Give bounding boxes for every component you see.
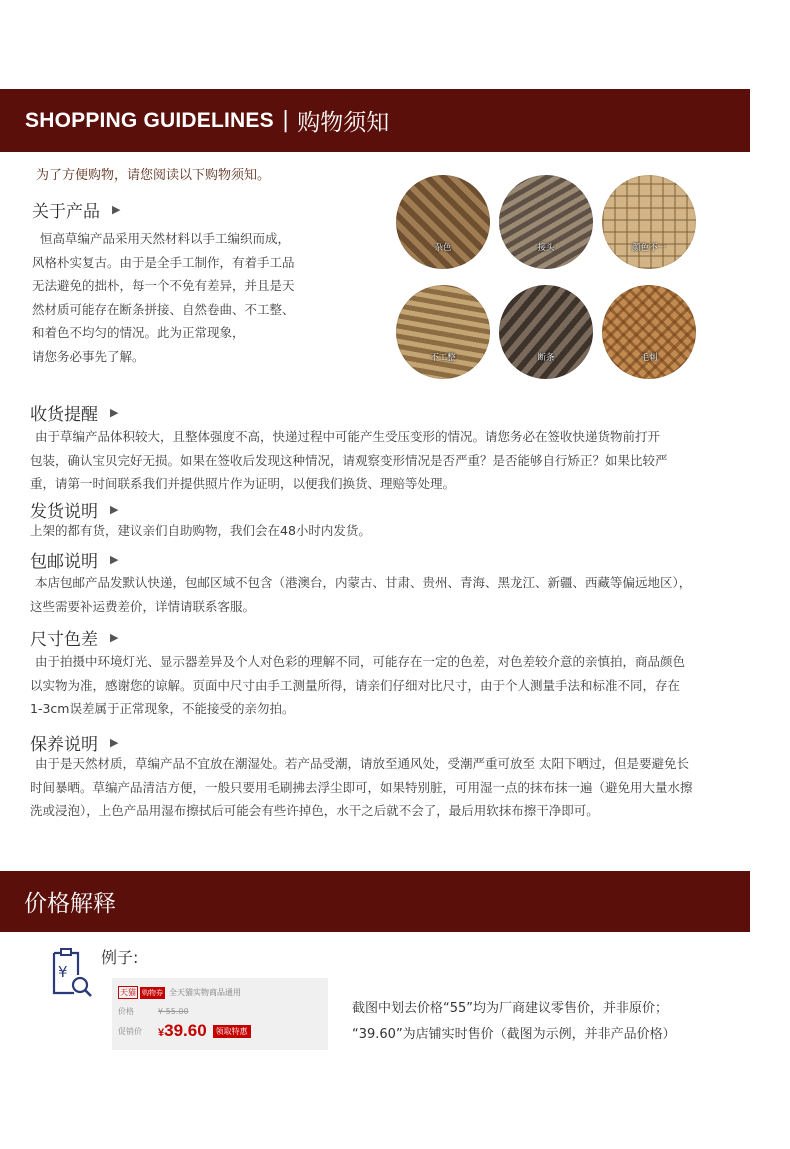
care-paragraph [30, 752, 750, 823]
section-title-care-label: 保养说明 [30, 735, 98, 755]
photo-uneven-color [602, 175, 696, 269]
price-explanation-note [352, 996, 676, 1048]
text-line: 时间暴晒。草编产品清洁方便，一般只要用毛刷拂去浮尘即可，如果特别脏，可用湿一点的抹布抹一遍（避免用大量水擦 [30, 779, 693, 795]
old-price: ¥ 55.00 [158, 1007, 189, 1016]
text-line: 和着色不均匀的情况。此为正常现象， [32, 325, 245, 340]
play-arrow-icon: ▶ [112, 203, 121, 216]
text-line: 本店包邮产品发默认快递，包邮区域不包含（港澳台，内蒙古、甘肃、贵州、青海、黑龙江、新疆、西藏等偏远地区）， [35, 575, 692, 590]
photo-joint [499, 175, 593, 269]
section-title-free-shipping-label: 包邮说明 [30, 552, 98, 572]
new-price-value: 39.60 [164, 1021, 207, 1040]
promo-text: 全天猫实物商品通用 [169, 988, 241, 997]
text-line: 由于是天然材质，草编产品不宜放在潮湿处。若产品受潮，请放至通风处，受潮严重可放至 太阳下晒过，但是要避免长 [35, 756, 689, 771]
section-title-free-shipping [30, 547, 118, 572]
photo-irregular [396, 285, 490, 379]
text-line: 1-3cm误差属于正常现象，不能接受的亲勿拍。 [30, 701, 295, 716]
text-line: 恒高草编产品采用天然材料以手工编织而成， [32, 231, 290, 246]
price-explanation-banner [0, 871, 750, 932]
banner-title-cn: 购物须知 [297, 110, 390, 136]
photo-label: 毛刺 [640, 353, 658, 363]
currency-symbol: ¥ [158, 1027, 165, 1039]
text-line: 由于草编产品体积较大，且整体强度不高，快递过程中可能产生受压变形的情况。请您务必在签收快递货物前打开 [35, 429, 661, 444]
play-arrow-icon: ▶ [110, 553, 119, 566]
text-line: 请您务必事先了解。 [32, 348, 145, 364]
price-example-screenshot [112, 978, 328, 1050]
play-arrow-icon: ▶ [110, 503, 119, 516]
play-arrow-icon: ▶ [110, 631, 119, 644]
price-tag-icon [42, 945, 94, 1001]
section-title-receipt-label: 收货提醒 [30, 405, 98, 425]
free-shipping-paragraph [30, 571, 750, 618]
photo-label: 杂色 [434, 243, 452, 253]
text-line: 以实物为准，感谢您的谅解。页面中尺寸由手工测量所得，请亲们仔细对比尺寸，由于个人测量手法和标准不同，存在 [30, 677, 681, 693]
photo-label: 断条 [537, 353, 555, 363]
text-line: “39.60”为店铺实时售价（截图为示例，并非产品价格） [352, 1027, 676, 1042]
shipping-paragraph [30, 519, 750, 543]
about-paragraph [32, 227, 382, 368]
photo-label: 接头 [537, 243, 555, 253]
text-line: 风格朴实复古。由于是全手工制作，有着手工品 [32, 254, 295, 270]
section-title-receipt [30, 400, 118, 425]
text-line: 洗或浸泡），上色产品用湿布擦拭后可能会有些许掉色，水干之后就不会了，最后用软抹布擦干净即可。 [30, 803, 599, 818]
section-title-size-label: 尺寸色差 [30, 630, 98, 650]
photo-broken-strip [499, 285, 593, 379]
shopping-guidelines-banner [0, 89, 750, 152]
text-line: 无法避免的拙朴，每一个不免有差异，并且是天 [32, 278, 295, 293]
example-label: 例子: [101, 948, 139, 967]
promo-tag: 领取特惠 [213, 1025, 251, 1038]
screenshot-promo-price-row [118, 1021, 251, 1041]
price-banner-title: 价格解释 [24, 891, 116, 917]
text-line: 上架的都有货，建议亲们自助购物，我们会在48小时内发货。 [30, 523, 371, 538]
banner-title-en: SHOPPING GUIDELINES [25, 108, 274, 132]
section-title-shipping-label: 发货说明 [30, 502, 98, 522]
text-line: 然材质可能存在断条拼接、自然卷曲、不工整、 [32, 301, 295, 317]
screenshot-price-row [118, 1006, 189, 1017]
tmall-badge: 天猫 [120, 988, 136, 997]
price-label: 价格 [118, 1007, 134, 1016]
photo-label: 颜色不一 [631, 243, 666, 253]
new-price [158, 1021, 207, 1041]
photo-label: 不工整 [430, 353, 456, 363]
promo-price-label: 促销价 [118, 1026, 142, 1036]
photo-mixed-color [396, 175, 490, 269]
svg-text:¥: ¥ [58, 963, 68, 981]
screenshot-promo-row [118, 986, 241, 999]
photo-burr [602, 285, 696, 379]
play-arrow-icon: ▶ [110, 406, 119, 419]
size-paragraph [30, 650, 750, 721]
text-line: 包装，确认宝贝完好无损。如果在签收后发现这种情况，请观察变形情况是否严重？是否能够自行矫正？如果比较严 [30, 452, 668, 468]
section-title-about [32, 197, 120, 222]
coupon-badge: 购物券 [142, 988, 163, 997]
text-line: 这些需要补运费差价，详情请联系客服。 [30, 598, 256, 614]
section-title-size [30, 625, 118, 650]
section-title-about-label: 关于产品 [32, 202, 100, 222]
text-line: 由于拍摄中环境灯光、显示器差异及个人对色彩的理解不同，可能存在一定的色差，对色差较介意的亲慎拍，商品颜色 [35, 654, 686, 669]
text-line: 截图中划去价格“55”均为厂商建议零售价，并非原价； [352, 1001, 669, 1016]
play-arrow-icon: ▶ [110, 736, 119, 749]
intro-text: 为了方便购物，请您阅读以下购物须知。 [36, 168, 271, 183]
text-line: 重，请第一时间联系我们并提供照片作为证明，以便我们换货、理赔等处理。 [30, 476, 456, 491]
banner-separator: | [281, 108, 290, 133]
receipt-paragraph [30, 425, 750, 496]
material-photo-grid [396, 175, 706, 380]
